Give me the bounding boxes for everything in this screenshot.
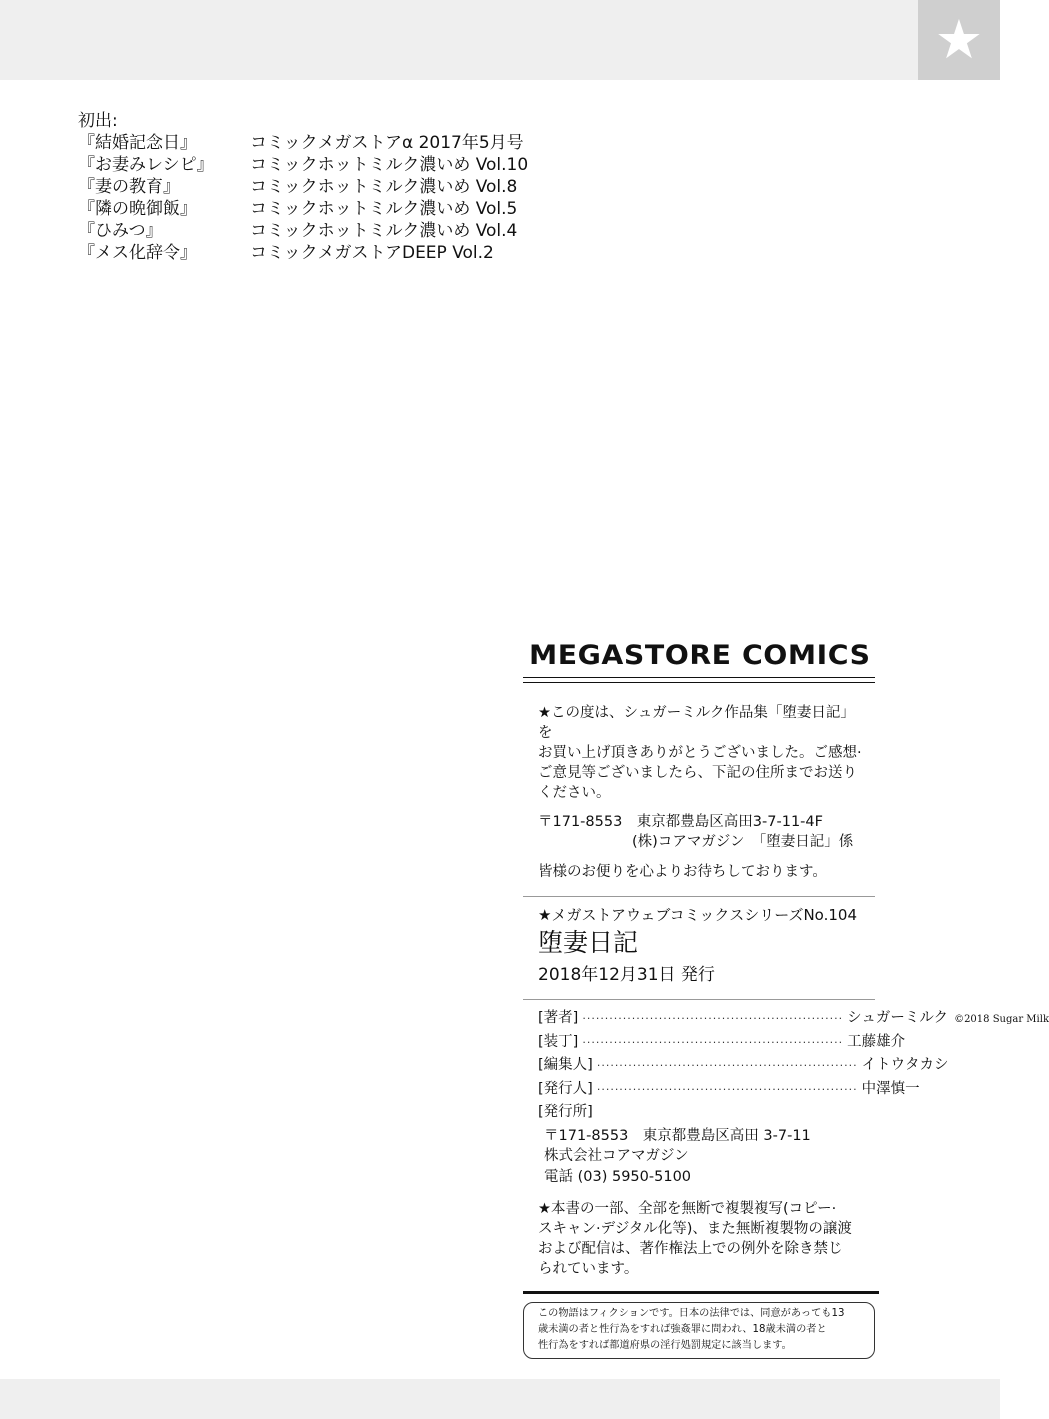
series-line: ★メガストアウェブコミックスシリーズNo.104 <box>538 906 857 924</box>
leader-dots: ·························································· <box>596 1059 858 1072</box>
copyright-notice: ©2018 Sugar Milk <box>954 1014 1049 1025</box>
credits <box>538 1008 1049 1279</box>
credit-role: [発行人] <box>538 1080 593 1097</box>
publisher-line: 電話 (03) 5950-5100 <box>544 1168 692 1185</box>
notice-line: この物語はフィクションです。日本の法律では、同意があっても13 <box>538 1308 845 1319</box>
legal-line: および配信は、著作権法上での例外を除き禁じ <box>538 1241 843 1257</box>
star-icon: ★ <box>934 8 984 71</box>
list-item <box>78 154 528 176</box>
list-item <box>78 220 528 242</box>
leader-dots: ·························································· <box>582 1012 844 1025</box>
credit-name: 工藤雄介 <box>847 1033 906 1050</box>
issue-date: 2018年12月31日 発行 <box>538 965 715 985</box>
first-appearance-heading: 初出: <box>78 111 118 131</box>
story-source: コミックホットミルク濃いめ Vol.5 <box>250 199 518 219</box>
brand-logo: MEGASTORE COMICS <box>529 640 871 671</box>
message-line: ★この度は、シュガーミルク作品集「堕妻日記」を <box>538 705 855 741</box>
list-item <box>78 132 528 154</box>
colophon-body <box>538 703 868 882</box>
list-item <box>78 198 528 220</box>
thanks-message <box>538 703 868 803</box>
credit-row <box>538 1032 906 1056</box>
divider <box>523 999 875 1000</box>
message-line: ご意見等ございましたら、下記の住所までお送り <box>538 765 857 781</box>
book-info <box>538 905 868 987</box>
legal-line: スキャン·デジタル化等)、また無断複製物の譲渡 <box>538 1221 852 1237</box>
address-line: (株)コアマガジン 「堕妻日記」係 <box>632 834 854 850</box>
bottom-band <box>0 1379 1000 1419</box>
fiction-notice <box>523 1302 875 1359</box>
list-item <box>78 242 528 264</box>
publisher-line: 〒171-8553 東京都豊島区高田 3-7-11 <box>544 1127 811 1144</box>
story-source: コミックメガストアα 2017年5月号 <box>250 133 524 153</box>
list-item <box>78 176 528 198</box>
legal-line: ★本書の一部、全部を無断で複製複写(コピー· <box>538 1201 837 1217</box>
first-appearance-list <box>78 110 528 264</box>
story-source: コミックホットミルク濃いめ Vol.8 <box>250 177 518 197</box>
divider <box>523 1291 879 1294</box>
legal-line: られています。 <box>538 1261 639 1277</box>
story-title: 『ひみつ』 <box>78 221 163 241</box>
credit-row <box>538 1008 1049 1032</box>
colophon <box>523 640 1049 1359</box>
publisher-info <box>538 1126 868 1188</box>
notice-line: 歳未満の者と性行為をすれば強姦罪に問われ、18歳未満の者と <box>538 1324 827 1335</box>
mail-address <box>538 812 868 852</box>
divider <box>523 896 875 897</box>
credit-row <box>538 1079 920 1103</box>
top-band <box>0 0 1000 80</box>
leader-dots: ·························································· <box>582 1035 844 1049</box>
message-line: ください。 <box>538 785 611 801</box>
waiting-message: 皆様のお便りを心よりお待ちしております。 <box>538 864 827 880</box>
story-title: 『お妻みレシピ』 <box>78 155 214 175</box>
leader-dots: ·························································· <box>596 1082 858 1096</box>
divider <box>523 677 875 683</box>
credit-role: [編集人] <box>538 1057 593 1073</box>
story-title: 『隣の晩御飯』 <box>78 199 197 219</box>
message-line: お買い上げ頂きありがとうございました。ご感想· <box>538 745 862 761</box>
address-line: 〒171-8553 東京都豊島区高田3-7-11-4F <box>538 814 823 830</box>
story-title: 『メス化辞令』 <box>78 243 197 263</box>
story-source: コミックホットミルク濃いめ Vol.10 <box>250 155 529 175</box>
book-title: 堕妻日記 <box>538 928 639 957</box>
copyright-warning <box>538 1199 868 1279</box>
credit-role: [装丁] <box>538 1033 579 1050</box>
credit-name: 中澤慎一 <box>861 1080 920 1097</box>
publisher-heading: [発行所] <box>538 1104 593 1120</box>
story-title: 『結婚記念日』 <box>78 133 197 153</box>
credit-row <box>538 1055 949 1079</box>
story-title: 『妻の教育』 <box>78 177 180 197</box>
story-source: コミックメガストアDEEP Vol.2 <box>250 243 494 263</box>
credit-name: イトウタカシ <box>861 1057 949 1073</box>
credit-role: [著者] <box>538 1010 579 1026</box>
publisher-line: 株式会社コアマガジン <box>544 1148 689 1164</box>
story-source: コミックホットミルク濃いめ Vol.4 <box>250 221 518 241</box>
corner-star-box <box>918 0 1000 80</box>
notice-line: 性行為をすれば都道府県の淫行処罰規定に該当します。 <box>538 1340 792 1351</box>
credit-name: シュガーミルク <box>847 1010 949 1026</box>
